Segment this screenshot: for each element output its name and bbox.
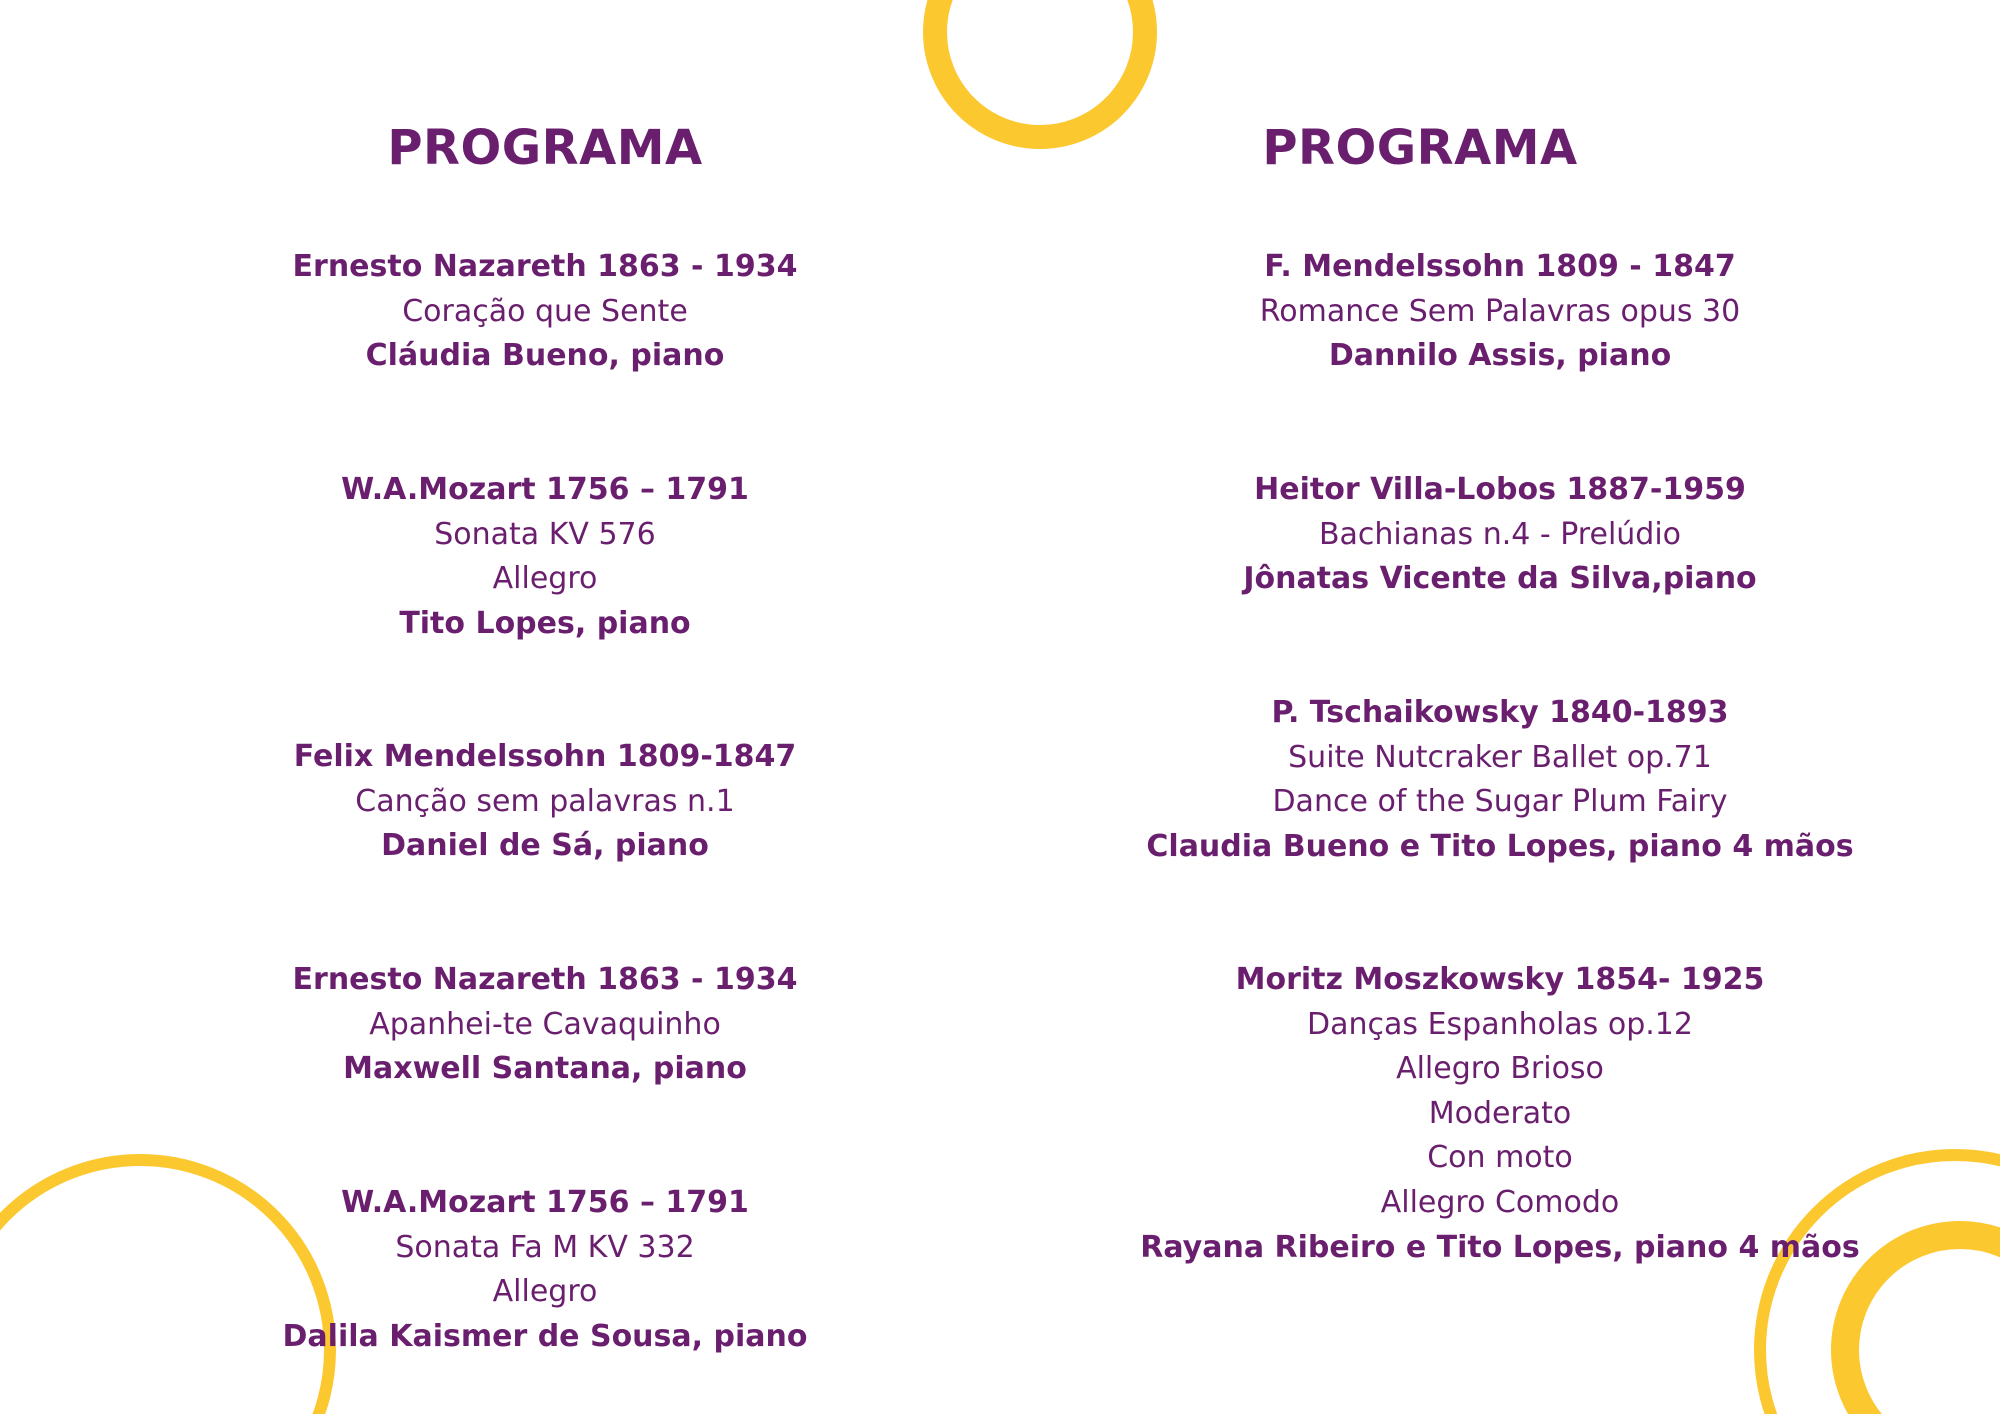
composer-line: Heitor Villa-Lobos 1887-1959 [1254, 472, 1746, 507]
movement-line: Allegro [492, 1274, 598, 1310]
performer-line: Dalila Kaismer de Sousa, piano [282, 1318, 808, 1354]
composer-line: Felix Mendelssohn 1809-1847 [293, 739, 797, 774]
movement-line: Allegro Brioso [1396, 1051, 1604, 1087]
program-entry [160, 468, 930, 646]
movement-line: Allegro [492, 561, 598, 597]
movement-line: Moderato [1428, 1095, 1572, 1131]
movement-line: Allegro Comodo [1380, 1184, 1620, 1220]
composer-line: Moritz Moszkowsky 1854- 1925 [1235, 962, 1765, 997]
piece-line: Suite Nutcraker Ballet op.71 [1288, 739, 1712, 775]
piece-line: Romance Sem Palavras opus 30 [1259, 293, 1741, 329]
piece-line: Coração que Sente [402, 293, 688, 329]
program-entry [160, 735, 930, 869]
piece-line: Sonata KV 576 [434, 516, 656, 552]
program-entry [1120, 245, 1880, 379]
piece-line: Sonata Fa M KV 332 [395, 1229, 695, 1265]
ring-top-center [935, 0, 1145, 137]
program-entry [160, 245, 930, 379]
performer-line: Cláudia Bueno, piano [365, 338, 725, 374]
movement-line: Dance of the Sugar Plum Fairy [1272, 784, 1728, 820]
program-entry [160, 958, 930, 1092]
piece-line: Bachianas n.4 - Prelúdio [1318, 516, 1682, 552]
composer-line: W.A.Mozart 1756 – 1791 [341, 1185, 749, 1220]
piece-line: Canção sem palavras n.1 [355, 783, 735, 819]
performer-line: Tito Lopes, piano [399, 605, 691, 641]
program-entry [1120, 691, 1880, 869]
performer-line: Daniel de Sá, piano [381, 828, 709, 864]
performer-line: Jônatas Vicente da Silva,piano [1243, 561, 1757, 597]
composer-line: W.A.Mozart 1756 – 1791 [341, 472, 749, 507]
piece-line: Apanhei-te Cavaquinho [369, 1006, 721, 1042]
performer-line: Dannilo Assis, piano [1328, 338, 1672, 374]
program-entry [1120, 958, 1880, 1270]
movement-line: Con moto [1427, 1140, 1573, 1176]
composer-line: F. Mendelssohn 1809 - 1847 [1264, 249, 1736, 284]
piece-line: Danças Espanholas op.12 [1307, 1006, 1693, 1042]
program-heading-left: PROGRAMA [387, 120, 703, 176]
program-entry [1120, 468, 1880, 602]
composer-line: P. Tschaikowsky 1840-1893 [1271, 695, 1729, 730]
composer-line: Ernesto Nazareth 1863 - 1934 [292, 249, 798, 284]
performer-line: Claudia Bueno e Tito Lopes, piano 4 mãos [1146, 828, 1854, 864]
composer-line: Ernesto Nazareth 1863 - 1934 [292, 962, 798, 997]
performer-line: Rayana Ribeiro e Tito Lopes, piano 4 mãos [1140, 1229, 1860, 1265]
performer-line: Maxwell Santana, piano [343, 1051, 747, 1087]
program-heading-right: PROGRAMA [1262, 120, 1578, 176]
program-entry [160, 1181, 930, 1359]
